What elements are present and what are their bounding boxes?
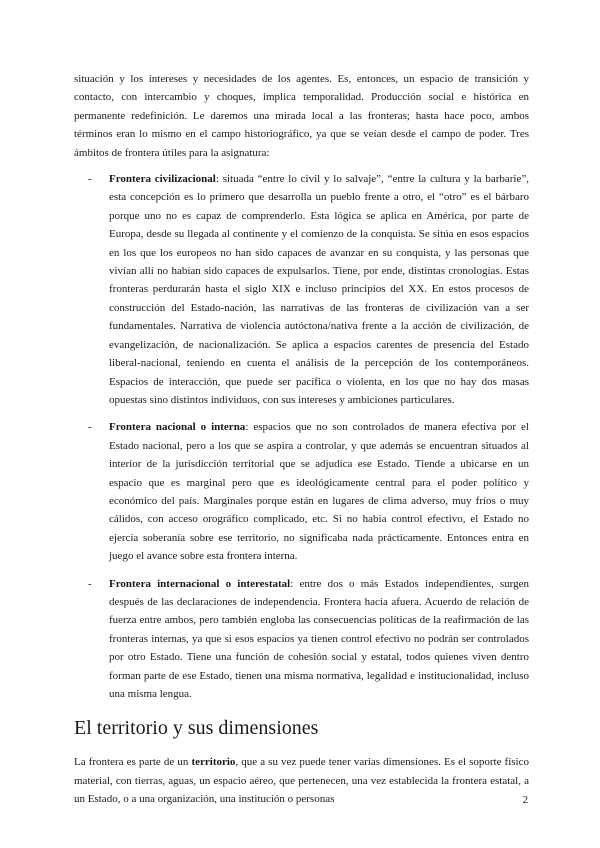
list-dash: -	[88, 421, 92, 434]
list-dash: -	[88, 173, 92, 186]
item-text: : situada “entre lo civil y lo salvaje”, “entre la cultura y la barbarie”, esta concepción es lo primero que desarrolla un pueblo frente a otro, el “otro” es el bárbaro porque uno no es capaz de comprenderlo. Esta lógica se aplica en América, por parte de Europa, desde su llegada al continente y el comienzo de la conquista. Se sitúa en esos espacios en los que los europeos no han sido capaces de avanzar en su conquista, y las personas que vivían allí no habían sido capaces de expulsarlos. Tiene, por ende, distintas cronologías. Estas fronteras perdurarán hasta el siglo XIX e incluso principios del XX. En estos procesos de construcción del Estado-nación, las narrativas de las fronteras de civilización van a ser fundamentales. Narrativa de violencia autóctona/nativa frente a la acción de civilización, de evangelización, de nacionalización. Se aplica a espacios carentes de presencia del Estado liberal-nacional, teniendo en cuenta el análisis de la percepción de los contemporáneos. Espacios de interacción, que puede ser pacífica o violenta, en los que no hay dos masas opuestas sino distintos individuos, con sus intereses y ambiciones particulares.	[109, 173, 529, 406]
intro-paragraph: situación y los intereses y necesidades de los agentes. Es, entonces, un espacio de transición y contacto, con intercambio y choques, implica temporalidad. Producción social e histórica en permanente redefinición. Le daremos una mirada local a las fronteras; hasta hace poco, ambos términos eran lo mismo en el campo historiográfico, ya que se veían desde el campo de poder. Tres ámbitos de frontera útiles para la asignatura:	[74, 73, 529, 159]
section-heading: El territorio y sus dimensiones	[74, 717, 319, 740]
page-number: 2	[522, 794, 528, 806]
term-civilizacional: Frontera civilizacional	[109, 173, 216, 186]
term-territorio: territorio	[191, 756, 236, 769]
closing-text-after: , que a su vez puede tener varias dimensiones. Es el soporte físico material, con tierras, aguas, un espacio aéreo, que pertenecen, una vez establecida la frontera estatal, a un Estado, o a una organización, una institución o personas	[74, 756, 529, 806]
term-internacional: Frontera internacional o interestatal	[109, 577, 291, 590]
item-text: : espacios que no son controlados de manera efectiva por el Estado nacional, pero a los que se aspira a controlar, y que además se encuentran situados al interior de la jurisdicción territorial que se adjudica ese Estado. Tiende a ubicarse en un espacio que es marginal pero que es ideológicamente central para el poder político y económico del país. Marginales porque están en lugares de clima adverso, muy fríos o muy cálidos, con acceso orográfico complicado, etc. Si no había control efectivo, el Estado no ejercía soberanía sobre ese territorio, no significaba nada prácticamente. Entonces entra en juego el avance sobre esta frontera interna.	[109, 421, 529, 563]
item-text: : entre dos o más Estados independientes, surgen después de las declaraciones de independencia. Frontera hacia afuera. Acuerdo de relación de fuerza entre ambos, pero también engloba las consecuencias políticas de la reafirmación de las fronteras internas, ya que si esos espacios ya tienen control efectivo no podrán ser controlados por otro Estado. Tiene una función de cohesión social y estatal, todos quienes viven dentro forman parte de ese Estado, tienen una misma normativa, legalidad e institucionalidad, incluso una misma lengua.	[109, 577, 529, 700]
closing-paragraph	[74, 753, 529, 808]
document-body	[74, 70, 529, 809]
list-item	[74, 418, 529, 565]
term-nacional: Frontera nacional o interna	[109, 421, 246, 434]
closing-text-before: La frontera es parte de un	[74, 756, 192, 769]
list-item	[74, 170, 529, 409]
list-dash: -	[88, 577, 92, 590]
frontier-list	[74, 170, 529, 703]
list-item	[74, 575, 529, 704]
